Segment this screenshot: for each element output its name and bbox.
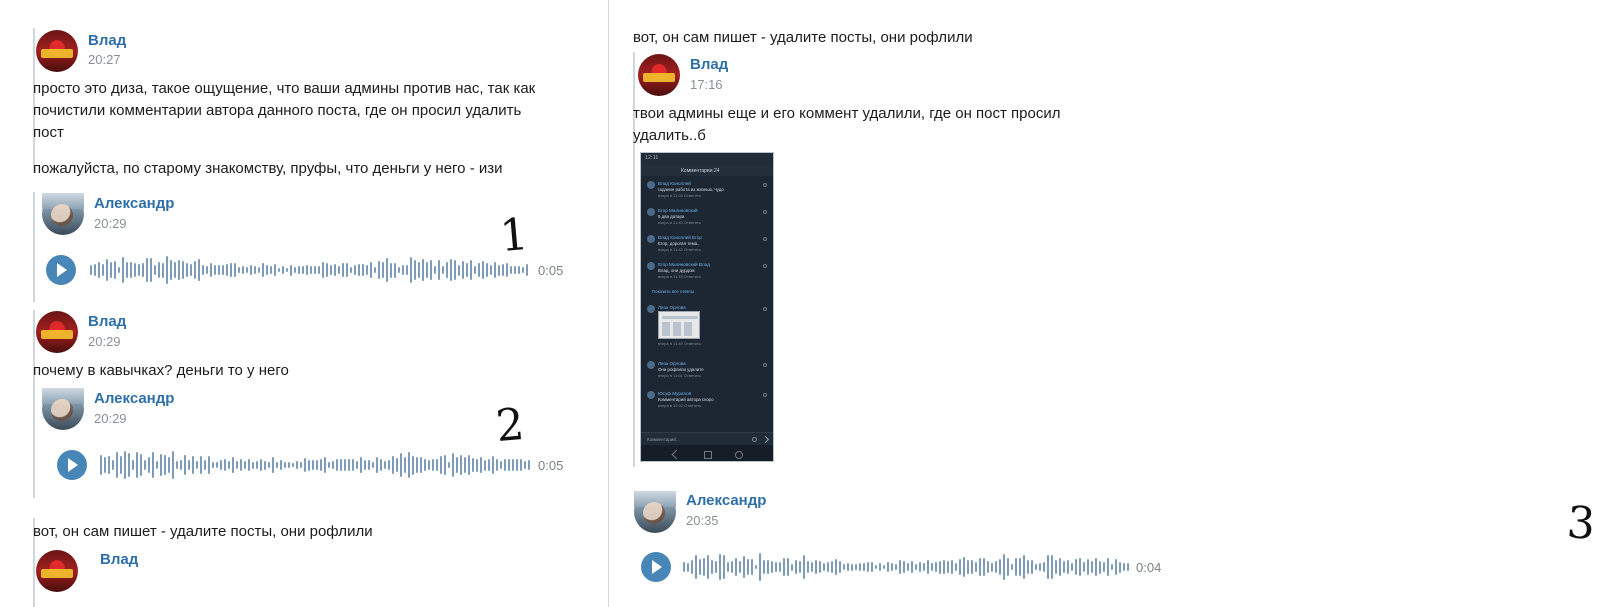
message-sender[interactable]: Александр <box>94 390 175 407</box>
phone-status-time: 12:11 <box>645 155 659 161</box>
vlad-avatar[interactable] <box>638 54 680 96</box>
comment-author: Юсуф Муралов <box>658 391 692 396</box>
comment-text: Они рофлили удалите <box>658 367 704 372</box>
comment-text: 5 два датара <box>658 214 685 219</box>
play-button[interactable] <box>641 552 671 582</box>
like-icon <box>763 393 767 397</box>
vlad-avatar[interactable] <box>36 550 78 592</box>
waveform[interactable] <box>90 255 530 285</box>
like-icon <box>763 210 767 214</box>
message-time: 20:29 <box>94 216 127 231</box>
alexander-avatar[interactable] <box>42 193 84 235</box>
like-icon <box>763 363 767 367</box>
comment-text: гадание работа из жизнью, чудо <box>658 187 724 192</box>
play-button[interactable] <box>57 450 87 480</box>
left-chat-panel <box>0 0 608 607</box>
alexander-avatar[interactable] <box>42 388 84 430</box>
message-text-line-1: просто это диза, такое ощущение, что ваши админы против нас, так как <box>33 80 536 97</box>
comment-avatar <box>647 208 655 216</box>
comment-text: Егор, дорогая тема.. <box>658 241 700 246</box>
comment-author: Лиза Орлова <box>658 361 686 366</box>
message-time: 20:29 <box>88 334 121 349</box>
phone-status-bar <box>641 153 773 165</box>
voice-duration: 0:05 <box>538 458 564 473</box>
message-time: 17:16 <box>690 77 723 92</box>
message-sender[interactable]: Влад <box>88 313 127 330</box>
emoji-icon[interactable] <box>752 437 757 442</box>
comment-avatar <box>647 391 655 399</box>
comment-image-attachment[interactable] <box>658 311 700 339</box>
show-all-replies-link[interactable]: Показать все ответы <box>652 289 695 294</box>
comment-author: Егор Малиновский <box>658 208 698 213</box>
message-time: 20:35 <box>686 513 719 528</box>
comment-meta: вчера в 11:45 Ответить <box>658 341 701 346</box>
comment-avatar <box>647 181 655 189</box>
comment-text: Комментарий автора скоро <box>658 397 714 402</box>
comment-avatar <box>647 235 655 243</box>
waveform[interactable] <box>683 552 1129 582</box>
message-sender[interactable]: Александр <box>686 492 767 509</box>
play-button[interactable] <box>46 255 76 285</box>
comment-author: Влад Коноплей Егор <box>658 235 702 240</box>
screenshot-attachment[interactable] <box>640 152 774 462</box>
comment-meta: вчера в 11:51 Ответить <box>658 373 701 378</box>
comment-text: Влад, они дурдом <box>658 268 695 273</box>
message-text-line-2: почистили комментарии автора данного поста, где он просил удалить <box>33 102 522 119</box>
comment-avatar <box>647 361 655 369</box>
comment-meta: вчера в 11:03 Ответить <box>658 193 701 198</box>
message-time: 20:29 <box>94 411 127 426</box>
phone-navigation-bar <box>641 445 773 461</box>
vlad-avatar[interactable] <box>36 311 78 353</box>
message-sender[interactable]: Влад <box>100 551 139 568</box>
annotation-number-3: 3 <box>1565 497 1597 550</box>
annotation-number-1: 1 <box>497 208 531 263</box>
right-chat-panel <box>609 0 1597 607</box>
quote-bar <box>33 388 35 498</box>
quote-bar <box>33 192 35 302</box>
comment-meta: вчера в 11:43 Ответить <box>658 274 701 279</box>
message-text-line-1: твои админы еще и его коммент удалили, где он пост просил <box>633 105 1061 122</box>
send-icon[interactable] <box>762 436 769 443</box>
top-quoted-text: вот, он сам пишет - удалите посты, они рофлили <box>633 29 973 46</box>
comment-meta: вчера в 11:40 Ответить <box>658 220 701 225</box>
message-text-line-3: пост <box>33 124 64 141</box>
message-time: 20:27 <box>88 52 121 67</box>
comment-avatar <box>647 305 655 313</box>
comment-author: Влад Коноплей <box>658 181 691 186</box>
phone-header-title: Комментарии 24 <box>681 167 720 174</box>
voice-duration: 0:04 <box>1136 560 1162 575</box>
like-icon <box>763 264 767 268</box>
message-text-line-2: удалить..б <box>633 127 706 144</box>
message-sender[interactable]: Влад <box>88 32 127 49</box>
message-text-line-1: вот, он сам пишет - удалите посты, они рофлили <box>33 523 373 540</box>
like-icon <box>763 307 767 311</box>
like-icon <box>763 183 767 187</box>
comment-meta: вчера в 11:42 Ответить <box>658 247 701 252</box>
phone-header-bar <box>641 165 773 176</box>
comment-input-placeholder: Комментарий... <box>647 436 680 442</box>
like-icon <box>763 237 767 241</box>
message-text-secondary: пожалуйста, по старому знакомству, пруфы, что деньги у него - изи <box>33 160 503 177</box>
comment-author: Лиза Орлова <box>658 305 686 310</box>
message-sender[interactable]: Влад <box>690 56 729 73</box>
annotation-number-2: 2 <box>493 398 527 453</box>
alexander-avatar[interactable] <box>634 491 676 533</box>
comment-meta: вчера в 12:02 Ответить <box>658 403 702 408</box>
comment-input-bar[interactable] <box>641 432 773 445</box>
waveform[interactable] <box>100 450 530 480</box>
message-text-line-1: почему в кавычках? деньги то у него <box>33 362 289 379</box>
message-sender[interactable]: Александр <box>94 195 175 212</box>
vlad-avatar[interactable] <box>36 30 78 72</box>
comment-avatar <box>647 262 655 270</box>
comment-author: Егор Малиновский Влад <box>658 262 710 267</box>
voice-duration: 0:05 <box>538 263 564 278</box>
